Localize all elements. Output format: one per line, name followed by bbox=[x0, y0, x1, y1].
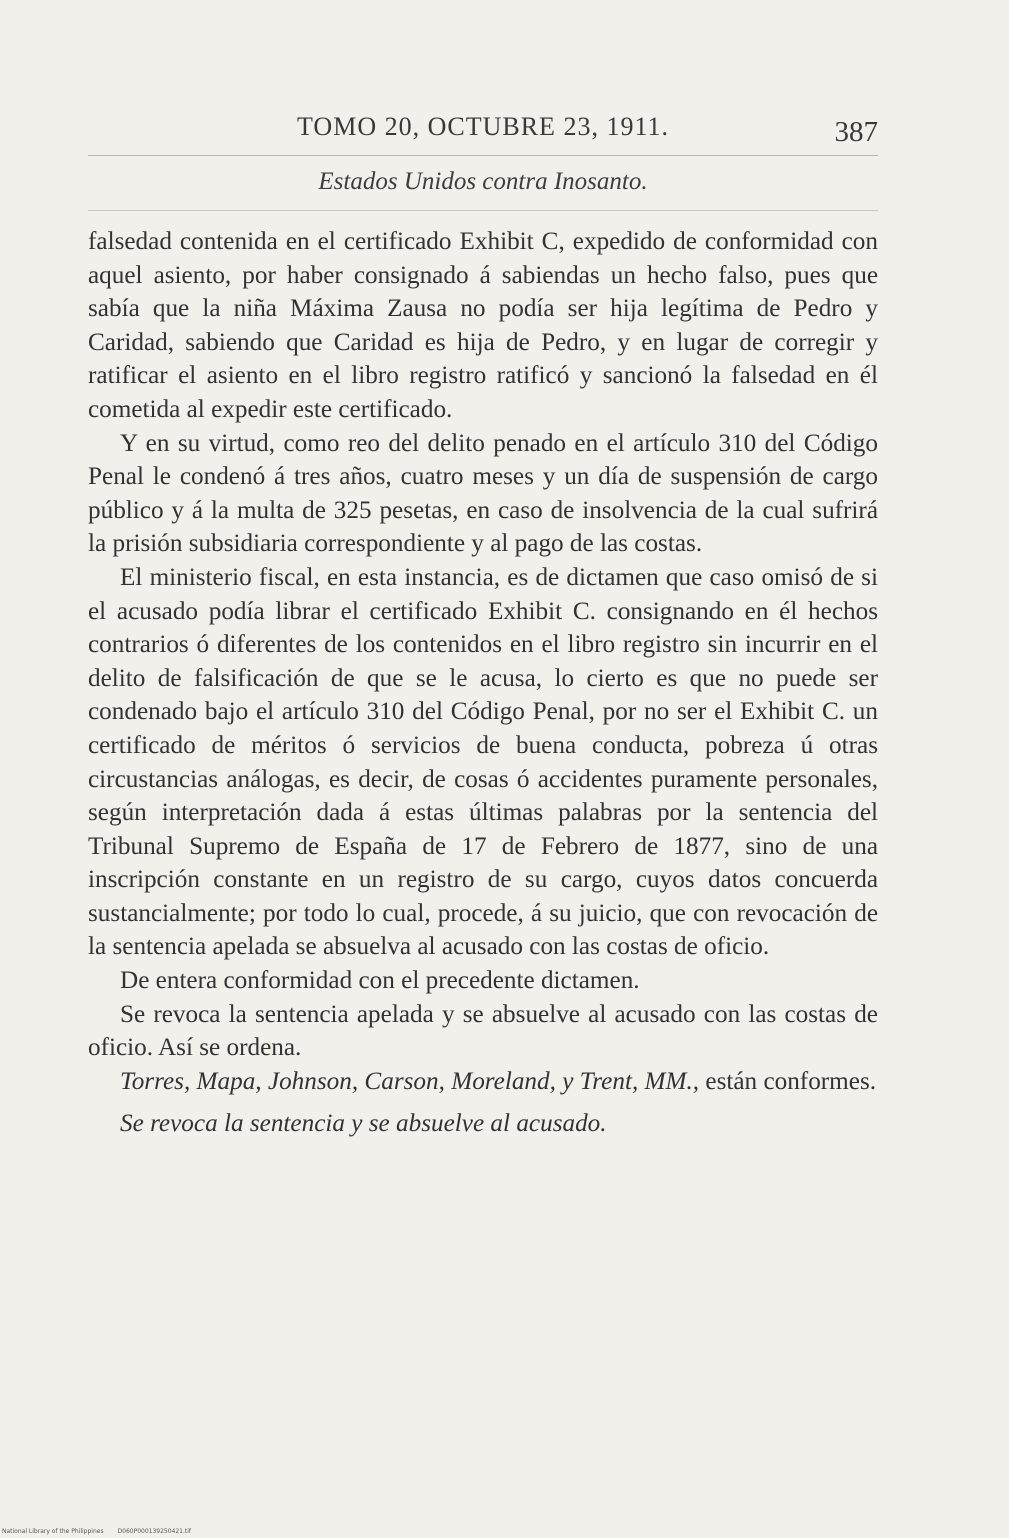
paragraph-fiscal-opinion: El ministerio fiscal, en esta instancia, es de dictamen que caso omisó de si el acusado podía librar el certificado Exhibit C. consignando en él hechos contrarios ó diferentes de los contenidos en el libro registro sin incurrir en el delito de falsificación de que se le acusa, lo cierto es que no puede ser condenado bajo el artículo 310 del Código Penal, por no ser el Exhibit C. un certificado de méritos ó servicios de buena conducta, pobreza ú otras circustancias análogas, es decir, de cosas ó accidentes puramente personales, según interpretación dada á estas últimas palabras por la sentencia del Tribunal Supremo de España de 17 de Febrero de 1877, sino de una inscripción constante en un registro de su cargo, cuyos datos concuerda sustancialmente; por todo lo cual, procede, á su juicio, que con revocación de la sentencia apelada se absuelva al acusado con las costas de oficio. bbox=[88, 563, 878, 961]
header-rule-top bbox=[88, 155, 878, 156]
running-head bbox=[88, 112, 878, 152]
paragraph-order: Se revoca la sentencia apelada y se absuelve al acusado con las costas de oficio. Así se ordena. bbox=[88, 1000, 878, 1062]
body-text bbox=[88, 225, 878, 1141]
header-rule-bottom bbox=[88, 210, 878, 211]
paragraph-concurrence bbox=[88, 1065, 878, 1099]
paragraph-disposition: Se revoca la sentencia y se absuelve al acusado. bbox=[120, 1110, 607, 1138]
scan-footer bbox=[2, 1528, 191, 1535]
concurrence-text: están conformes. bbox=[699, 1067, 877, 1095]
footer-library: National Library of the Philippines bbox=[2, 1528, 104, 1535]
case-title: Estados Unidos contra Inosanto. bbox=[318, 168, 648, 195]
paragraph-sentence: Y en su virtud, como reo del delito penado en el artículo 310 del Código Penal le condenó á tres años, cuatro meses y un día de suspensión de cargo público y á la multa de 325 pesetas, en caso de insolvencia de la cual sufrirá la prisión subsidiaria correspondiente y al pago de las costas. bbox=[88, 429, 878, 558]
paragraph-continuation: falsedad contenida en el certificado Exhibit C, expedido de conformidad con aquel asiento, por haber consignado á sabiendas un hecho falso, pues que sabía que la niña Máxima Zausa no podía ser hija legítima de Pedro y Caridad, sabiendo que Caridad es hija de Pedro, y en lugar de corregir y ratificar el asiento en el libro registro ratificó y sancionó la falsedad en él cometida al expedir este certificado. bbox=[88, 228, 878, 423]
footer-code: D060P000139250421.tif bbox=[117, 1528, 192, 1535]
running-title: TOMO 20, OCTUBRE 23, 1911. bbox=[297, 112, 669, 141]
concurring-justices: Torres, Mapa, Johnson, Carson, Moreland, y Trent, MM., bbox=[120, 1067, 700, 1095]
page-number: 387 bbox=[834, 116, 878, 148]
paragraph-agreement: De entera conformidad con el precedente dictamen. bbox=[120, 967, 640, 995]
